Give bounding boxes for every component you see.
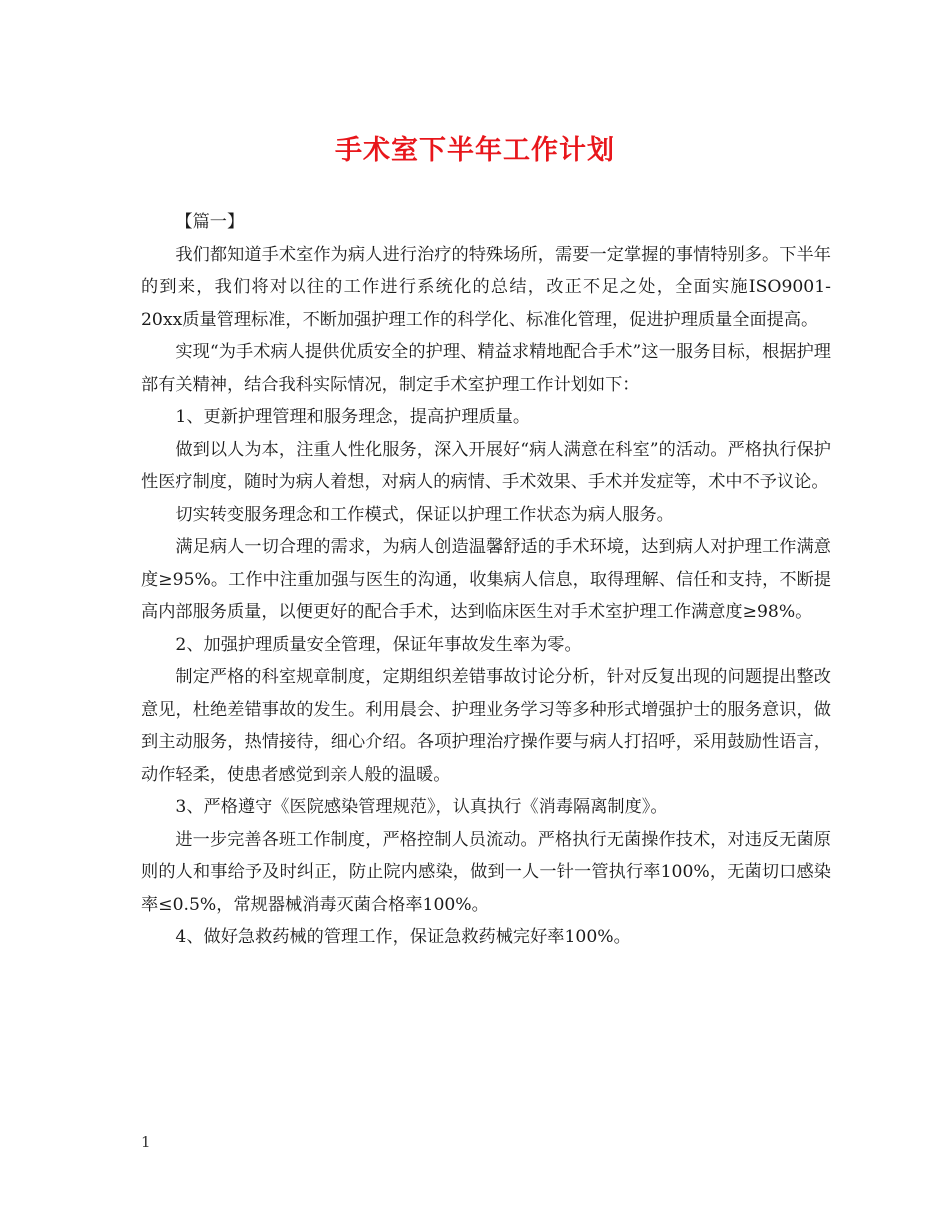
paragraph-item-1a: 做到以人为本，注重人性化服务，深入开展好“病人满意在科室”的活动。严格执行保护性医疗制度，随时为病人着想，对病人的病情、手术效果、手术并发症等，术中不予议论。 — [141, 439, 831, 492]
page-number: 1 — [141, 1133, 151, 1151]
section-label: 【篇一】 — [175, 212, 245, 232]
heading-item-1: 1、更新护理管理和服务理念，提高护理质量。 — [175, 407, 531, 427]
paragraph-goal: 实现“为手术病人提供优质安全的护理、精益求精地配合手术”这一服务目标，根据护理部有关精神，结合我科实际情况，制定手术室护理工作计划如下： — [141, 342, 831, 395]
document-body — [141, 206, 831, 954]
page-title: 手术室下半年工作计划 — [335, 135, 615, 166]
paragraph-intro: 我们都知道手术室作为病人进行治疗的特殊场所，需要一定掌握的事情特别多。下半年的到来，我们将对以往的工作进行系统化的总结，改正不足之处，全面实施ISO9001-20xx质量管理标准，不断加强护理工作的科学化、标准化管理，促进护理质量全面提高。 — [141, 244, 831, 330]
heading-item-2: 2、加强护理质量安全管理，保证年事故发生率为零。 — [175, 634, 582, 655]
paragraph-item-1c: 满足病人一切合理的需求，为病人创造温馨舒适的手术环境，达到病人对护理工作满意度≥95%。工作中注重加强与医生的沟通，收集病人信息，取得理解、信任和支持，不断提高内部服务质量，以便更好的配合手术，达到临床医生对手术室护理工作满意度≥98%。 — [141, 537, 831, 622]
paragraph-item-2: 制定严格的科室规章制度，定期组织差错事故讨论分析，针对反复出现的问题提出整改意见，杜绝差错事故的发生。利用晨会、护理业务学习等多种形式增强护士的服务意识，做到主动服务，热情接待，细心介绍。各项护理治疗操作要与病人打招呼，采用鼓励性语言，动作轻柔，使患者感觉到亲人般的温暖。 — [141, 667, 831, 785]
heading-item-4: 4、做好急救药械的管理工作，保证急救药械完好率100%。 — [175, 927, 631, 947]
paragraph-item-1b: 切实转变服务理念和工作模式，保证以护理工作状态为病人服务。 — [175, 504, 674, 525]
paragraph-item-3: 进一步完善各班工作制度，严格控制人员流动。严格执行无菌操作技术，对违反无菌原则的人和事给予及时纠正，防止院内感染，做到一人一针一管执行率100%，无菌切口感染率≤0.5%，常规器械消毒灭菌合格率100%。 — [141, 829, 831, 915]
heading-item-3: 3、严格遵守《医院感染管理规范》，认真执行《消毒隔离制度》。 — [175, 797, 668, 817]
